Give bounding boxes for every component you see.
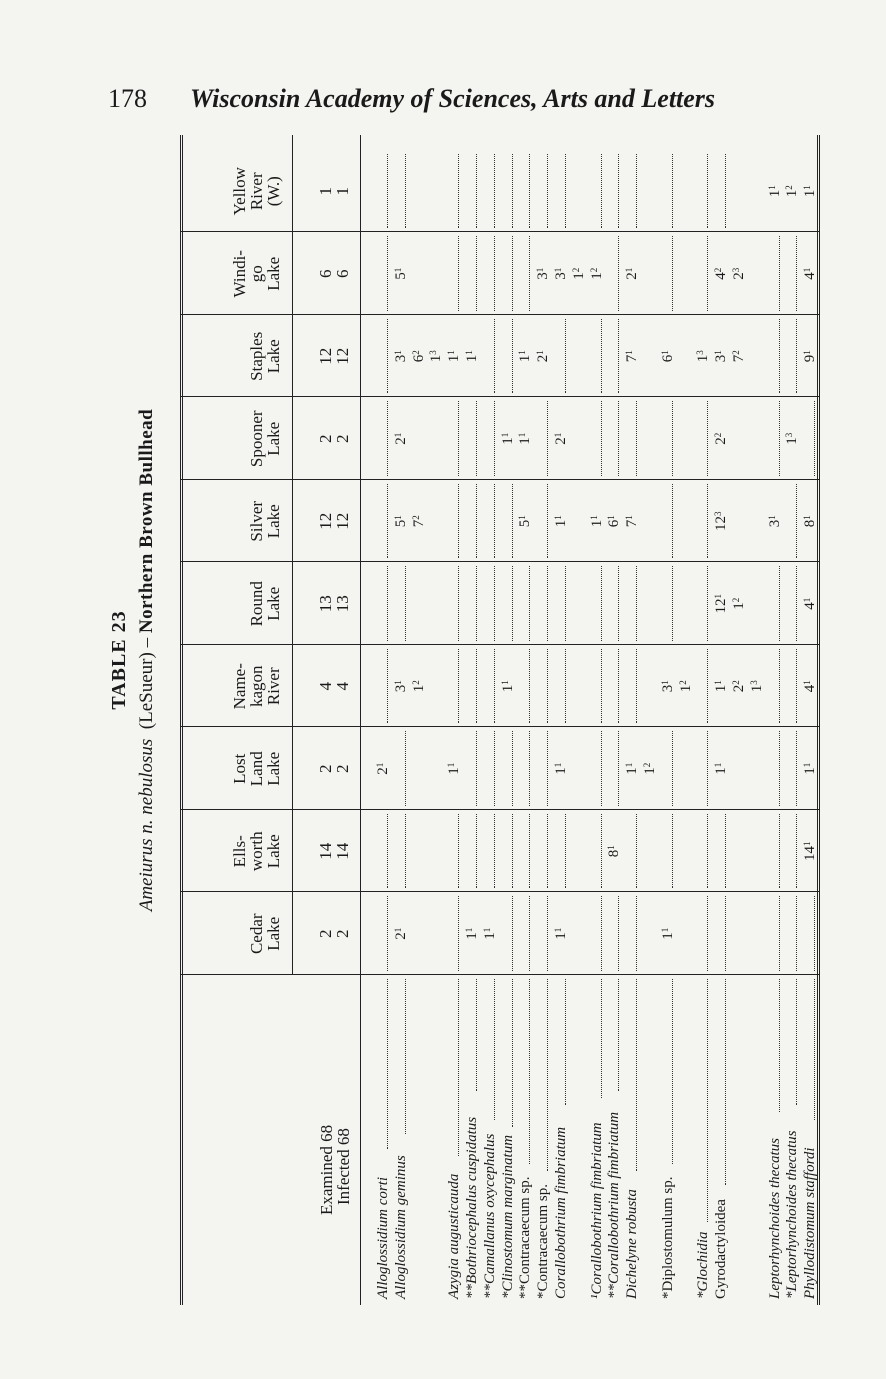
leader-dots — [635, 649, 637, 724]
table-cell: $1^3$ — [748, 680, 765, 693]
table-cell: $14^1$ — [802, 841, 819, 861]
leader-dots — [617, 732, 619, 807]
leader-dots — [795, 484, 797, 559]
table-cell: $2^1$ — [392, 432, 409, 445]
infected-count: 2 — [333, 764, 352, 773]
column-header: Ells- worth Lake — [230, 831, 283, 872]
table-cell: $1^1$ — [588, 515, 605, 528]
leader-dots — [386, 814, 388, 889]
row-label: ¹Corallobothrium fimbriatum — [588, 1122, 605, 1299]
leader-dots — [546, 402, 548, 477]
leader-dots — [457, 237, 459, 312]
leader-dots — [724, 814, 726, 889]
table-cell: $1^2$ — [588, 267, 605, 280]
leader-dots — [671, 402, 673, 477]
leader-dots — [475, 154, 477, 229]
leader-dots — [475, 484, 477, 559]
leader-dots — [795, 979, 797, 1105]
table-cell: $1^1$ — [499, 680, 516, 693]
leader-dots — [635, 402, 637, 477]
leader-dots — [511, 319, 513, 394]
table-cell: $6^2$ — [410, 350, 427, 363]
table-cell: $1^2$ — [410, 680, 427, 693]
common-name: Northern Brown Bullhead — [136, 408, 157, 634]
table-cell: $1^1$ — [446, 762, 463, 775]
infected-count: 2 — [333, 929, 352, 938]
column-header: Staples Lake — [247, 331, 283, 381]
row-label: Corallobothrium fimbriatum — [553, 1126, 569, 1299]
leader-dots — [635, 979, 637, 1171]
column-header: Round Lake — [247, 581, 283, 627]
leader-dots — [778, 814, 780, 889]
leader-dots — [671, 979, 673, 1164]
leader-dots — [706, 567, 708, 642]
leader-dots — [600, 732, 602, 807]
leader-dots — [528, 649, 530, 724]
leader-dots — [635, 567, 637, 642]
table-cell: $3^1$ — [535, 267, 552, 280]
table-cell: $6^1$ — [606, 515, 623, 528]
leader-dots — [511, 567, 513, 642]
leader-dots — [493, 484, 495, 559]
leader-dots — [706, 484, 708, 559]
table-cell: $1^1$ — [659, 927, 676, 940]
stub-infected: Infected 68 — [334, 1128, 353, 1205]
leader-dots — [813, 897, 815, 972]
leader-dots — [635, 897, 637, 972]
table-cell: $2^2$ — [713, 432, 730, 445]
leader-dots — [795, 649, 797, 724]
leader-dots — [617, 154, 619, 229]
table-title: TABLE 23 — [108, 610, 130, 710]
table-cell: $3^1$ — [766, 515, 783, 528]
table-cell: $2^3$ — [731, 267, 747, 280]
table-cell: $7^1$ — [624, 515, 641, 528]
row-label: *Leptorhynchoides thecatus — [784, 1130, 801, 1299]
leader-dots — [706, 154, 708, 229]
row-label: Alloglossidium geminus — [392, 1155, 409, 1299]
table-cell: $1^1$ — [517, 432, 534, 445]
leader-dots — [706, 979, 708, 1222]
leader-dots — [617, 567, 619, 642]
leader-dots — [795, 732, 797, 807]
leader-dots — [528, 897, 530, 972]
leader-dots — [493, 237, 495, 312]
leader-dots — [475, 979, 477, 1091]
leader-dots — [778, 402, 780, 477]
leader-dots — [795, 319, 797, 394]
table-cell: $2^1$ — [392, 927, 409, 940]
leader-dots — [671, 154, 673, 229]
leader-dots — [457, 649, 459, 724]
leader-dots — [813, 402, 815, 477]
leader-dots — [778, 897, 780, 972]
leader-dots — [404, 732, 406, 807]
leader-dots — [600, 567, 602, 642]
leader-dots — [795, 897, 797, 972]
leader-dots — [706, 814, 708, 889]
row-label: **Corallobothrium fimbriatum — [606, 1111, 623, 1299]
column-header: Lost Land Lake — [230, 751, 283, 787]
leader-dots — [795, 567, 797, 642]
table-cell: $7^1$ — [624, 350, 641, 363]
infected-count: 4 — [333, 682, 352, 691]
leader-dots — [724, 154, 726, 229]
leader-dots — [617, 897, 619, 972]
leader-dots — [546, 649, 548, 724]
leader-dots — [778, 237, 780, 312]
row-label: **Bothriocephalus cuspidatus — [464, 1116, 480, 1299]
table-cell: $8^1$ — [802, 515, 819, 528]
table-cell: $5^1$ — [392, 515, 409, 528]
parasite-table — [180, 135, 820, 1305]
column-header: Cedar Lake — [247, 913, 283, 955]
leader-dots — [528, 979, 530, 1164]
leader-dots — [386, 154, 388, 229]
table-cell: $1^3$ — [428, 350, 445, 363]
leader-dots — [706, 237, 708, 312]
infected-count: 12 — [333, 347, 352, 365]
leader-dots — [475, 567, 477, 642]
examined-count: 2 — [316, 434, 335, 443]
leader-dots — [795, 237, 797, 312]
running-head: Wisconsin Academy of Sciences, Arts and Letters — [190, 84, 716, 113]
table-cell: $1^1$ — [624, 762, 641, 775]
table-cell: $1^1$ — [802, 762, 819, 775]
leader-dots — [386, 567, 388, 642]
table-cell: $1^2$ — [731, 597, 747, 610]
table-cell: $12^1$ — [713, 594, 730, 614]
leader-dots — [528, 814, 530, 889]
leader-dots — [724, 979, 726, 1186]
table-cell: $2^2$ — [731, 680, 747, 693]
table-cell: $1^1$ — [713, 680, 730, 693]
leader-dots — [386, 484, 388, 559]
leader-dots — [706, 402, 708, 477]
leader-dots — [546, 484, 548, 559]
leader-dots — [528, 732, 530, 807]
leader-dots — [671, 567, 673, 642]
infected-count: 6 — [333, 269, 352, 278]
table-subtitle — [136, 15, 158, 1305]
leader-dots — [564, 649, 566, 724]
leader-dots — [493, 732, 495, 807]
column-header: Silver Lake — [247, 500, 283, 542]
leader-dots — [511, 897, 513, 972]
leader-dots — [671, 732, 673, 807]
table-cell: $1^2$ — [677, 680, 694, 693]
rotated-table-block — [108, 15, 818, 1305]
leader-dots — [493, 402, 495, 477]
table-cell: $1^1$ — [553, 515, 569, 528]
table-cell: $7^2$ — [410, 515, 427, 528]
table-cell: $3^1$ — [659, 680, 676, 693]
leader-dots — [511, 814, 513, 889]
table-cell: $6^1$ — [659, 350, 676, 363]
leader-dots — [493, 649, 495, 724]
examined-count: 2 — [316, 929, 335, 938]
leader-dots — [546, 814, 548, 889]
leader-dots — [778, 649, 780, 724]
row-label: *Glochidia — [695, 1231, 712, 1299]
table-cell: $1^2$ — [784, 185, 801, 198]
leader-dots — [671, 237, 673, 312]
leader-dots — [671, 814, 673, 889]
table-cell: $1^1$ — [464, 927, 480, 940]
counts-rule — [360, 135, 361, 1305]
leader-dots — [475, 649, 477, 724]
leader-dots — [706, 897, 708, 972]
table-cell: $1^1$ — [481, 927, 498, 940]
table-cell: $3^1$ — [553, 267, 569, 280]
table-cell: $1^1$ — [464, 350, 480, 363]
row-label: Azygia augusticauda — [446, 1173, 463, 1299]
examined-count: 1 — [316, 187, 335, 196]
leader-dots — [617, 649, 619, 724]
leader-dots — [546, 154, 548, 229]
leader-dots — [600, 154, 602, 229]
examined-count: 12 — [316, 347, 335, 365]
row-label: **Camallanus oxycephalus — [481, 1133, 498, 1299]
leader-dots — [457, 979, 459, 1156]
leader-dots — [475, 402, 477, 477]
page-number: 178 — [108, 84, 147, 113]
row-label: *Contracaecum sp. — [535, 1184, 552, 1299]
leader-dots — [635, 154, 637, 229]
leader-dots — [404, 979, 406, 1134]
leader-dots — [564, 814, 566, 889]
leader-dots — [493, 567, 495, 642]
table-cell: $1^2$ — [570, 267, 587, 280]
species-name: Ameiurus n. nebulosus — [136, 738, 157, 912]
leader-dots — [386, 319, 388, 394]
row-label: Phyllodistomum staffordi — [802, 1147, 819, 1299]
leader-dots — [386, 237, 388, 312]
table-cell: $2^1$ — [535, 350, 552, 363]
table-cell: $2^1$ — [553, 432, 569, 445]
leader-dots — [404, 154, 406, 229]
table-cell: $3^1$ — [392, 680, 409, 693]
leader-dots — [813, 979, 815, 1120]
stub-examined: Examined 68 — [317, 1124, 336, 1215]
leader-dots — [600, 979, 602, 1098]
column-header: Name- kagon River — [230, 663, 283, 710]
leader-dots — [546, 979, 548, 1171]
infected-count: 13 — [333, 595, 352, 613]
leader-dots — [511, 484, 513, 559]
leader-dots — [511, 237, 513, 312]
leader-dots — [475, 732, 477, 807]
table-cell: $1^1$ — [802, 185, 819, 198]
table-cell: $3^1$ — [713, 350, 730, 363]
leader-dots — [564, 979, 566, 1105]
leader-dots — [528, 237, 530, 312]
leader-dots — [600, 814, 602, 889]
table-cell: $1^1$ — [553, 762, 569, 775]
row-label: Leptorhynchoides thecatus — [766, 1138, 783, 1299]
leader-dots — [493, 154, 495, 229]
table-cell: $3^1$ — [392, 350, 409, 363]
table-cell: $1^3$ — [784, 432, 801, 445]
leader-dots — [511, 979, 513, 1127]
leader-dots — [386, 402, 388, 477]
leader-dots — [600, 402, 602, 477]
leader-dots — [778, 732, 780, 807]
table-cell: $4^2$ — [713, 267, 730, 280]
species-author: (LeSueur) – — [136, 633, 157, 730]
table-cell: $12^3$ — [713, 511, 730, 531]
table-cell: $2^1$ — [624, 267, 641, 280]
row-label: Alloglossidium corti — [375, 1176, 391, 1299]
row-label: *Clinostomum marginatum — [499, 1134, 516, 1299]
leader-dots — [778, 979, 780, 1113]
leader-dots — [617, 979, 619, 1091]
leader-dots — [457, 814, 459, 889]
leader-dots — [386, 979, 388, 1149]
table-cell: $4^1$ — [802, 267, 819, 280]
leader-dots — [600, 319, 602, 394]
table-cell: $1^1$ — [499, 432, 516, 445]
leader-dots — [635, 814, 637, 889]
leader-dots — [795, 814, 797, 889]
column-header: Windi- go Lake — [230, 250, 283, 298]
row-label: **Contracaecum sp. — [517, 1176, 534, 1299]
header-rule — [292, 135, 293, 975]
leader-dots — [404, 567, 406, 642]
table-cell: $4^1$ — [802, 680, 819, 693]
leader-dots — [724, 897, 726, 972]
leader-dots — [546, 567, 548, 642]
infected-count: 2 — [333, 434, 352, 443]
table-cell: $1^1$ — [446, 350, 463, 363]
column-header: Yellow River (W.) — [230, 167, 283, 216]
leader-dots — [457, 897, 459, 972]
examined-count: 2 — [316, 764, 335, 773]
table-cell: $5^1$ — [392, 267, 409, 280]
leader-dots — [386, 649, 388, 724]
leader-dots — [457, 484, 459, 559]
leader-dots — [386, 897, 388, 972]
leader-dots — [511, 154, 513, 229]
infected-count: 14 — [333, 842, 352, 860]
table-cell: $1^1$ — [517, 350, 534, 363]
column-header: Spooner Lake — [247, 410, 283, 468]
examined-count: 13 — [316, 595, 335, 613]
leader-dots — [493, 979, 495, 1120]
examined-count: 14 — [316, 842, 335, 860]
examined-count: 12 — [316, 512, 335, 530]
leader-dots — [546, 732, 548, 807]
leader-dots — [457, 154, 459, 229]
leader-dots — [564, 567, 566, 642]
infected-count: 12 — [333, 512, 352, 530]
leader-dots — [778, 567, 780, 642]
table-cell: $2^1$ — [375, 762, 391, 775]
leader-dots — [617, 402, 619, 477]
leader-dots — [528, 154, 530, 229]
leader-dots — [475, 814, 477, 889]
table-cell: $1^1$ — [553, 927, 569, 940]
leader-dots — [600, 649, 602, 724]
leader-dots — [528, 567, 530, 642]
infected-count: 1 — [333, 187, 352, 196]
row-label: Dichelyne robusta — [624, 1189, 641, 1299]
table-cell: $1^1$ — [766, 185, 783, 198]
table-cell: $1^2$ — [642, 762, 658, 775]
leader-dots — [475, 237, 477, 312]
table-cell: $9^1$ — [802, 350, 819, 363]
table-cell: $1^1$ — [713, 762, 730, 775]
table-cell: $1^3$ — [695, 350, 712, 363]
examined-count: 6 — [316, 269, 335, 278]
leader-dots — [617, 319, 619, 394]
leader-dots — [457, 402, 459, 477]
leader-dots — [511, 732, 513, 807]
leader-dots — [564, 154, 566, 229]
leader-dots — [671, 484, 673, 559]
row-label: Gyrodactyloidea — [713, 1199, 730, 1299]
table-cell: $8^1$ — [606, 845, 623, 858]
leader-dots — [564, 319, 566, 394]
leader-dots — [778, 319, 780, 394]
leader-dots — [457, 567, 459, 642]
leader-dots — [706, 649, 708, 724]
table-cell: $7^2$ — [731, 350, 747, 363]
examined-count: 4 — [316, 682, 335, 691]
leader-dots — [546, 897, 548, 972]
leader-dots — [493, 814, 495, 889]
leader-dots — [706, 732, 708, 807]
leader-dots — [617, 237, 619, 312]
leader-dots — [404, 814, 406, 889]
table-cell: $4^1$ — [802, 597, 819, 610]
row-label: *Diplostomulum sp. — [659, 1176, 676, 1299]
leader-dots — [493, 319, 495, 394]
leader-dots — [600, 897, 602, 972]
table-cell: $5^1$ — [517, 515, 534, 528]
